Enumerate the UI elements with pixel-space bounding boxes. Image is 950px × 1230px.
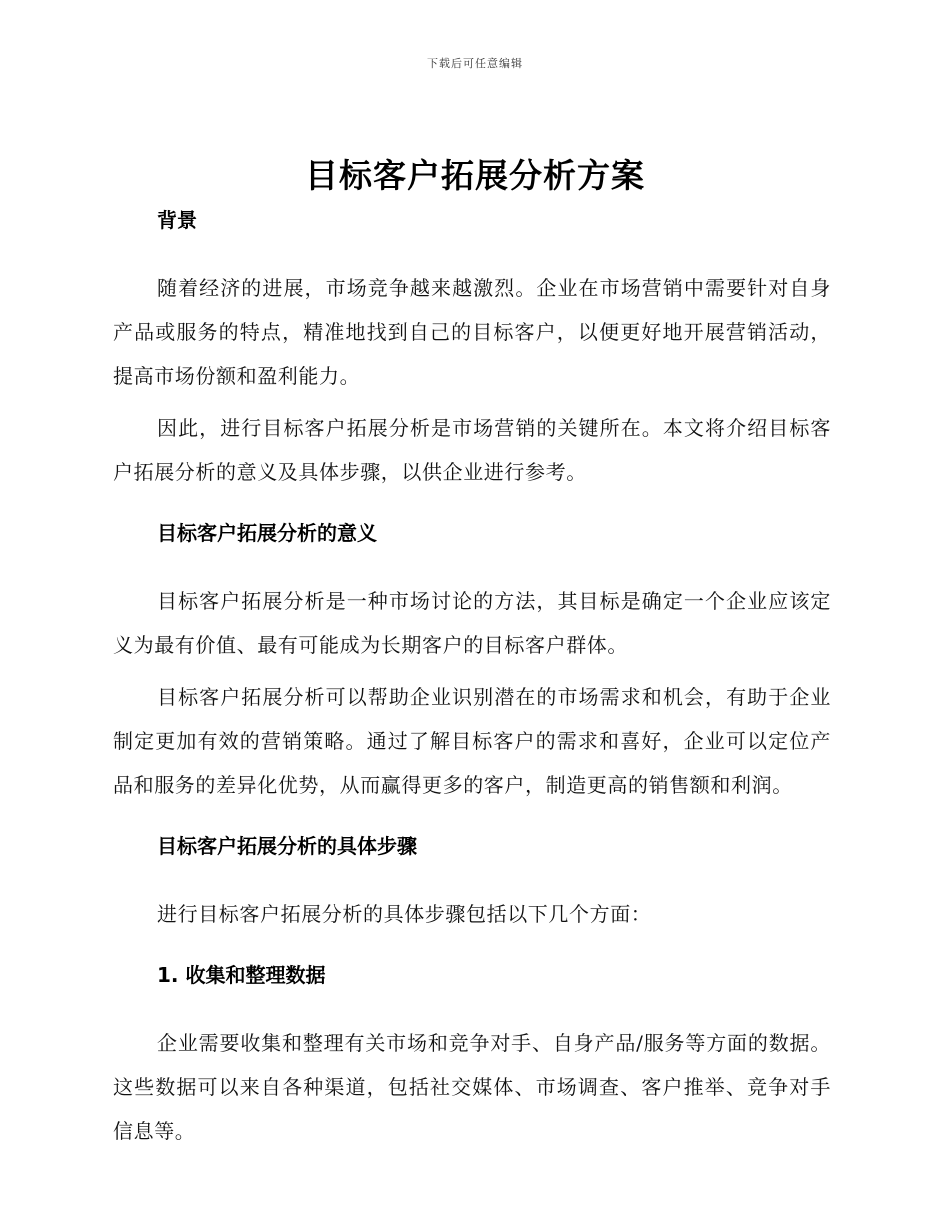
paragraph-background-1: 随着经济的进展，市场竞争越来越激烈。企业在市场营销中需要针对自身产品或服务的特点，精准地找到自己的目标客户，以便更好地开展营销活动，提高市场份额和盈利能力。 (113, 276, 831, 388)
paragraph-step1-1: 企业需要收集和整理有关市场和竞争对手、自身产品/服务等方面的数据。这些数据可以来自各种渠道，包括社交媒体、市场调查、客户推举、竞争对手信息等。 (113, 1031, 831, 1143)
section-heading-steps: 目标客户拓展分析的具体步骤 (157, 834, 417, 858)
header-note: 下载后可任意编辑 (427, 57, 523, 70)
paragraph-significance-1: 目标客户拓展分析是一种市场讨论的方法，其目标是确定一个企业应该定义为最有价值、最有可能成为长期客户的目标客户群体。 (113, 589, 831, 657)
paragraph-significance-2: 目标客户拓展分析可以帮助企业识别潜在的市场需求和机会，有助于企业制定更加有效的营销策略。通过了解目标客户的需求和喜好，企业可以定位产品和服务的差异化优势，从而赢得更多的客户，制造更高的销售额和利润。 (113, 685, 831, 797)
section-heading-significance: 目标客户拓展分析的意义 (157, 521, 377, 545)
document-title: 目标客户拓展分析方案 (305, 156, 645, 195)
document-body (113, 203, 831, 1153)
section-heading-background: 背景 (157, 208, 197, 232)
subsection-heading-step1: 1. 收集和整理数据 (157, 963, 326, 987)
paragraph-background-2: 因此，进行目标客户拓展分析是市场营销的关键所在。本文将介绍目标客户拓展分析的意义及具体步骤，以供企业进行参考。 (113, 416, 831, 484)
paragraph-steps-intro: 进行目标客户拓展分析的具体步骤包括以下几个方面： (157, 902, 652, 926)
